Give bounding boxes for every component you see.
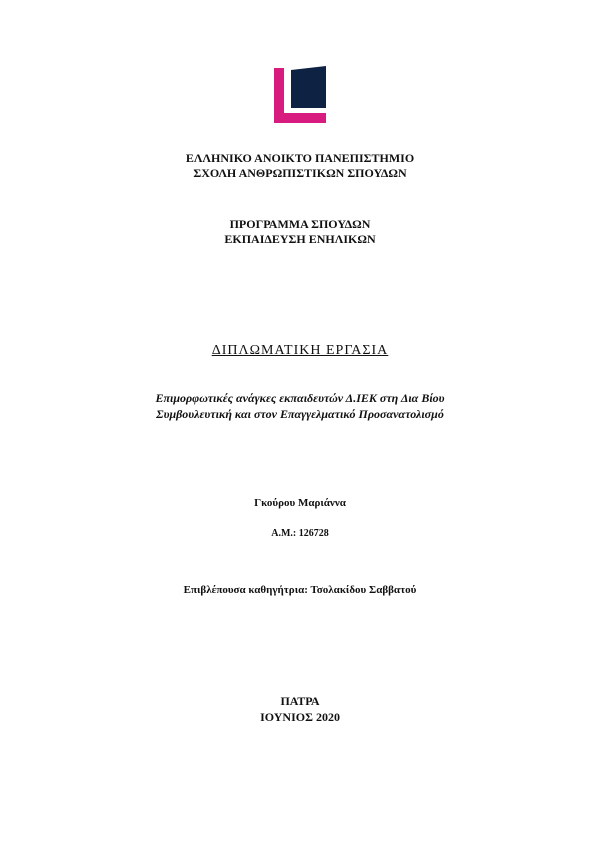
thesis-type: ΔΙΠΛΩΜΑΤΙΚΗ ΕΡΓΑΣΙΑ [211, 343, 389, 358]
supervisor-line: Επιβλέπουσα καθηγήτρια: Τσολακίδου Σαββατού [183, 584, 417, 596]
thesis-title-line1: Επιμορφωτικές ανάγκες εκπαιδευτών Δ.ΙΕΚ στη Δια Βίου [155, 391, 445, 405]
university-logo-icon [272, 66, 328, 124]
program-name: ΕΚΠΑΙΔΕΥΣΗ ΕΝΗΛΙΚΩΝ [224, 232, 376, 246]
thesis-title-line2: Συμβουλευτική και στον Επαγγελματικό Προσανατολισμό [156, 407, 444, 421]
author-name: Γκούρου Μαριάννα [254, 497, 346, 509]
school-name: ΣΧΟΛΗ ΑΝΘΡΩΠΙΣΤΙΚΩΝ ΣΠΟΥΔΩΝ [193, 166, 407, 180]
date: ΙΟΥΝΙΟΣ 2020 [260, 710, 340, 724]
city: ΠΑΤΡΑ [280, 694, 320, 708]
registration-number: Α.Μ.: 126728 [271, 528, 329, 539]
university-name: ΕΛΛΗΝΙΚΟ ΑΝΟΙΚΤΟ ΠΑΝΕΠΙΣΤΗΜΙΟ [185, 151, 415, 165]
program-title: ΠΡΟΓΡΑΜΜΑ ΣΠΟΥΔΩΝ [229, 217, 371, 231]
